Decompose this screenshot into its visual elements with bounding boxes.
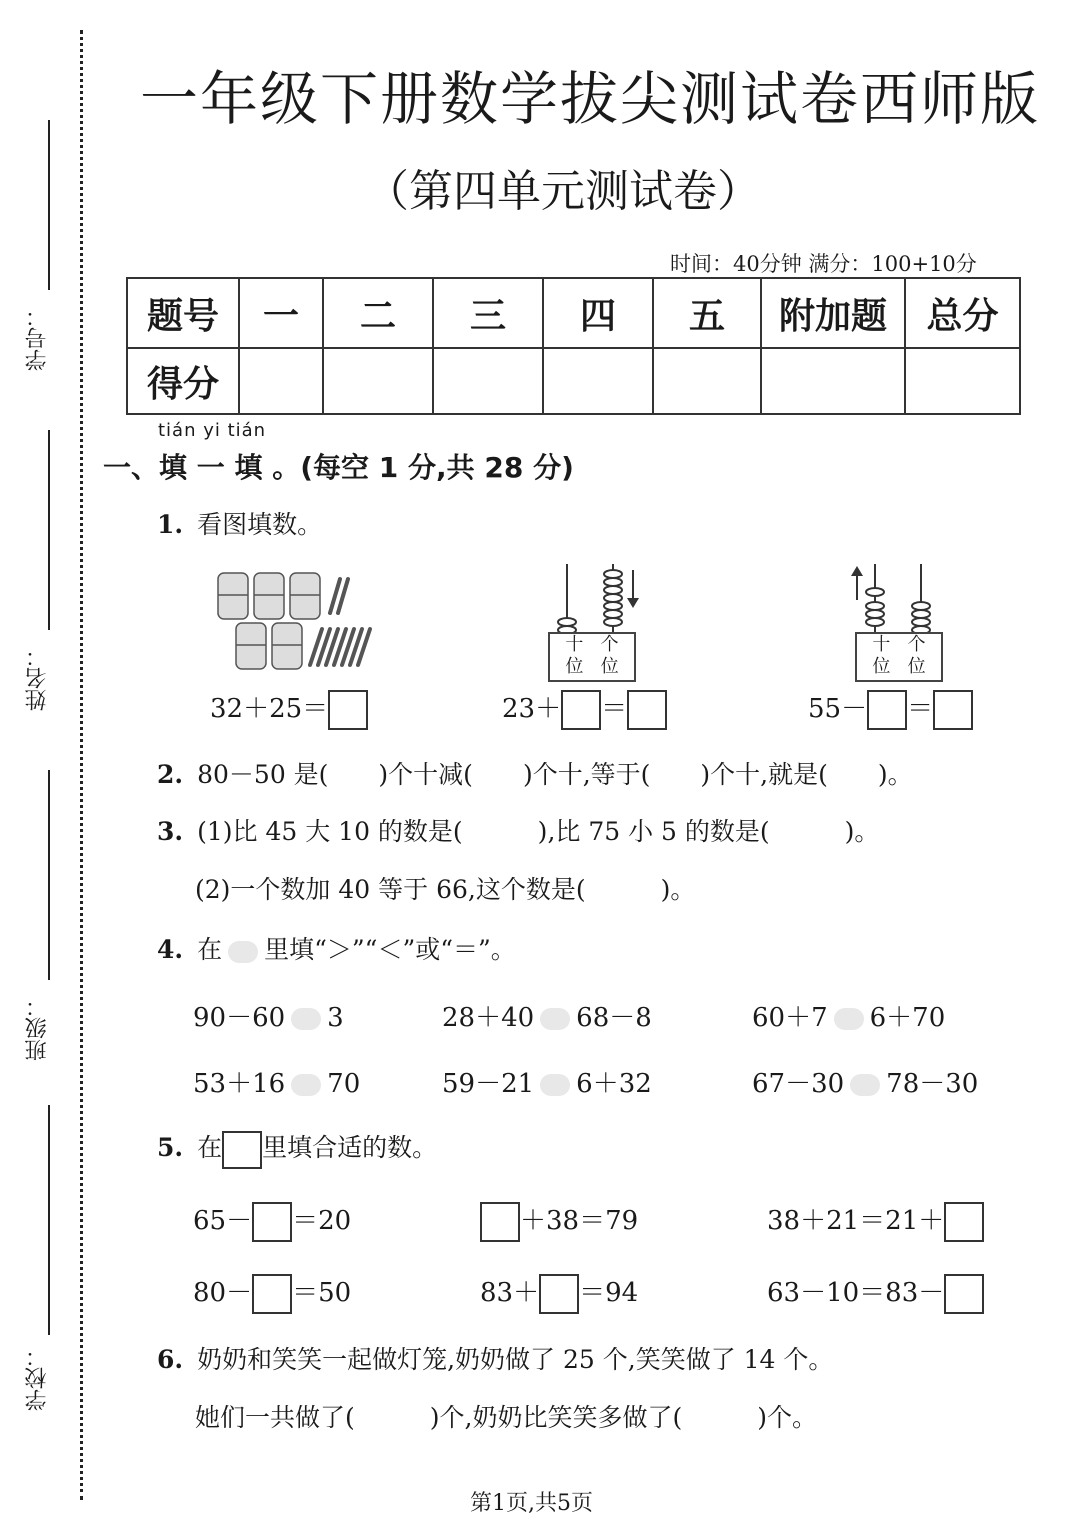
stick-bundle-icon bbox=[290, 573, 320, 619]
page-subtitle: （第四单元测试卷） bbox=[365, 166, 761, 217]
compare-cloud-input[interactable] bbox=[850, 1074, 880, 1096]
abacus-image-2 bbox=[845, 562, 945, 636]
compare-item bbox=[752, 997, 945, 1034]
equation-text: 23＋ bbox=[502, 694, 562, 724]
xingming-line bbox=[48, 430, 50, 630]
xuexiao-line bbox=[48, 1105, 50, 1335]
compare-item bbox=[442, 1063, 652, 1100]
answer-box[interactable] bbox=[867, 690, 907, 730]
equation-text: ＝94 bbox=[579, 1278, 639, 1308]
question-4 bbox=[157, 930, 516, 966]
compare-left: 59－21 bbox=[442, 1069, 535, 1099]
score-cell[interactable] bbox=[239, 348, 323, 414]
answer-box[interactable] bbox=[328, 690, 368, 730]
answer-box[interactable] bbox=[944, 1274, 984, 1314]
abacus-label: 十 bbox=[565, 634, 584, 655]
question-3-part-2 bbox=[195, 870, 695, 906]
question-text: 里填“＞”“＜”或“＝”。 bbox=[264, 935, 516, 964]
cloud-icon bbox=[228, 941, 258, 963]
compare-left: 28＋40 bbox=[442, 1003, 535, 1033]
question-6-line-2 bbox=[195, 1398, 817, 1434]
q1-equation-3 bbox=[808, 688, 973, 730]
fill-equation bbox=[767, 1200, 984, 1242]
xuehao-line bbox=[48, 120, 50, 290]
fill-equation bbox=[767, 1272, 984, 1314]
score-header-cell: 三 bbox=[433, 278, 543, 348]
q1-equation-1 bbox=[210, 688, 368, 730]
compare-item bbox=[193, 997, 344, 1034]
compare-item bbox=[442, 997, 652, 1034]
score-header-cell: 附加题 bbox=[761, 278, 905, 348]
score-header-cell: 四 bbox=[543, 278, 653, 348]
page-title: 一年级下册数学拔尖测试卷西师版 bbox=[140, 65, 1041, 133]
equation-text: ＝ bbox=[907, 694, 934, 724]
score-cell[interactable] bbox=[761, 348, 905, 414]
question-number: 1. bbox=[157, 510, 184, 539]
answer-box[interactable] bbox=[944, 1202, 984, 1242]
equation-text: 80－ bbox=[193, 1278, 253, 1308]
section-title: 一、填 一 填 。(每空 1 分,共 28 分) bbox=[103, 451, 574, 484]
question-2 bbox=[157, 755, 913, 791]
equation-text: ＝50 bbox=[292, 1278, 352, 1308]
question-5 bbox=[157, 1128, 437, 1169]
score-cell[interactable] bbox=[905, 348, 1020, 414]
answer-box[interactable] bbox=[933, 690, 973, 730]
question-text: 奶奶和笑笑一起做灯笼,奶奶做了 25 个,笑笑做了 14 个。 bbox=[197, 1345, 834, 1374]
compare-left: 60＋7 bbox=[752, 1003, 828, 1033]
score-cell[interactable] bbox=[323, 348, 433, 414]
answer-box[interactable] bbox=[561, 690, 601, 730]
compare-cloud-input[interactable] bbox=[291, 1008, 321, 1030]
question-text: 80－50 是( )个十减( )个十,等于( )个十,就是( )。 bbox=[197, 760, 913, 789]
question-text: 在 bbox=[197, 1133, 223, 1162]
abacus-label: 位 bbox=[907, 656, 926, 677]
compare-right: 3 bbox=[327, 1003, 344, 1033]
score-table bbox=[126, 277, 1021, 415]
stick-bundle-icon bbox=[236, 623, 266, 669]
compare-cloud-input[interactable] bbox=[540, 1074, 570, 1096]
score-cell[interactable] bbox=[543, 348, 653, 414]
question-text: 在 bbox=[197, 935, 223, 964]
binding-dotted-line bbox=[80, 30, 83, 1500]
abacus-label: 十 bbox=[872, 634, 891, 655]
answer-box[interactable] bbox=[252, 1202, 292, 1242]
equation-text: ＝ bbox=[601, 694, 628, 724]
abacus-label: 个 bbox=[600, 634, 619, 655]
equation-text: 32＋25＝ bbox=[210, 694, 329, 724]
abacus-frame-2 bbox=[855, 632, 943, 682]
answer-box[interactable] bbox=[252, 1274, 292, 1314]
stick-bundle-icon bbox=[218, 573, 248, 619]
compare-left: 90－60 bbox=[193, 1003, 286, 1033]
score-cell[interactable] bbox=[653, 348, 761, 414]
compare-right: 78－30 bbox=[886, 1069, 979, 1099]
abacus-label: 位 bbox=[565, 656, 584, 677]
xingming-label: 姓名： bbox=[25, 645, 50, 711]
question-3 bbox=[157, 812, 879, 848]
score-row-label: 得分 bbox=[127, 348, 239, 414]
compare-right: 68－8 bbox=[576, 1003, 652, 1033]
box-icon bbox=[222, 1131, 262, 1169]
compare-cloud-input[interactable] bbox=[834, 1008, 864, 1030]
compare-item bbox=[752, 1063, 978, 1100]
answer-box[interactable] bbox=[539, 1274, 579, 1314]
equation-text: ＋38＝79 bbox=[520, 1206, 639, 1236]
xuexiao-label: 学校： bbox=[25, 1345, 50, 1411]
stick-bundle-icon bbox=[254, 573, 284, 619]
compare-cloud-input[interactable] bbox=[291, 1074, 321, 1096]
question-text: 她们一共做了( )个,奶奶比笑笑多做了( )个。 bbox=[195, 1403, 817, 1432]
fill-equation bbox=[480, 1200, 638, 1242]
arrow-up-icon bbox=[851, 566, 863, 600]
question-number: 5. bbox=[157, 1133, 184, 1162]
equation-text: 83＋ bbox=[480, 1278, 540, 1308]
question-number: 4. bbox=[157, 935, 184, 964]
score-header-cell: 一 bbox=[239, 278, 323, 348]
abacus-label: 位 bbox=[600, 656, 619, 677]
answer-box[interactable] bbox=[480, 1202, 520, 1242]
banji-label: 班级： bbox=[25, 995, 50, 1061]
question-number: 6. bbox=[157, 1345, 184, 1374]
question-6 bbox=[157, 1340, 833, 1376]
question-1 bbox=[157, 505, 322, 541]
section-pinyin: tián yi tián bbox=[158, 420, 267, 441]
compare-right: 70 bbox=[327, 1069, 361, 1099]
score-header-cell: 总分 bbox=[905, 278, 1020, 348]
equation-text: 65－ bbox=[193, 1206, 253, 1236]
compare-right: 6＋32 bbox=[576, 1069, 652, 1099]
fill-equation bbox=[480, 1272, 638, 1314]
equation-text: 38＋21＝21＋ bbox=[767, 1206, 945, 1236]
score-cell[interactable] bbox=[433, 348, 543, 414]
compare-cloud-input[interactable] bbox=[540, 1008, 570, 1030]
compare-right: 6＋70 bbox=[869, 1003, 946, 1033]
abacus-label: 位 bbox=[872, 656, 891, 677]
abacus-image-1 bbox=[545, 562, 645, 636]
stick-bundle-icon bbox=[272, 623, 302, 669]
question-text: 里填合适的数。 bbox=[262, 1133, 438, 1162]
equation-text: ＝20 bbox=[292, 1206, 352, 1236]
page-footer: 第1页,共5页 bbox=[470, 1491, 593, 1516]
fill-equation bbox=[193, 1272, 351, 1314]
compare-left: 53＋16 bbox=[193, 1069, 286, 1099]
question-number: 3. bbox=[157, 817, 184, 846]
score-header-cell: 二 bbox=[323, 278, 433, 348]
score-header-cell: 五 bbox=[653, 278, 761, 348]
question-text: (2)一个数加 40 等于 66,这个数是( )。 bbox=[195, 875, 696, 904]
equation-text: 63－10＝83－ bbox=[767, 1278, 945, 1308]
arrow-down-icon bbox=[627, 570, 639, 608]
question-number: 2. bbox=[157, 760, 184, 789]
q1-equation-2 bbox=[502, 688, 667, 730]
banji-line bbox=[48, 770, 50, 980]
stick-bundles-image bbox=[212, 565, 377, 675]
xuehao-label: 学号： bbox=[25, 305, 50, 371]
exam-meta: 时间：40分钟 满分：100+10分 bbox=[670, 252, 977, 276]
compare-item bbox=[193, 1063, 360, 1100]
fill-equation bbox=[193, 1200, 351, 1242]
answer-box[interactable] bbox=[627, 690, 667, 730]
abacus-frame-1 bbox=[548, 632, 636, 682]
question-text: (1)比 45 大 10 的数是( ),比 75 小 5 的数是( )。 bbox=[197, 817, 880, 846]
question-text: 看图填数。 bbox=[197, 510, 323, 539]
compare-left: 67－30 bbox=[752, 1069, 845, 1099]
score-header-cell: 题号 bbox=[127, 278, 239, 348]
equation-text: 55－ bbox=[808, 694, 868, 724]
abacus-label: 个 bbox=[907, 634, 926, 655]
